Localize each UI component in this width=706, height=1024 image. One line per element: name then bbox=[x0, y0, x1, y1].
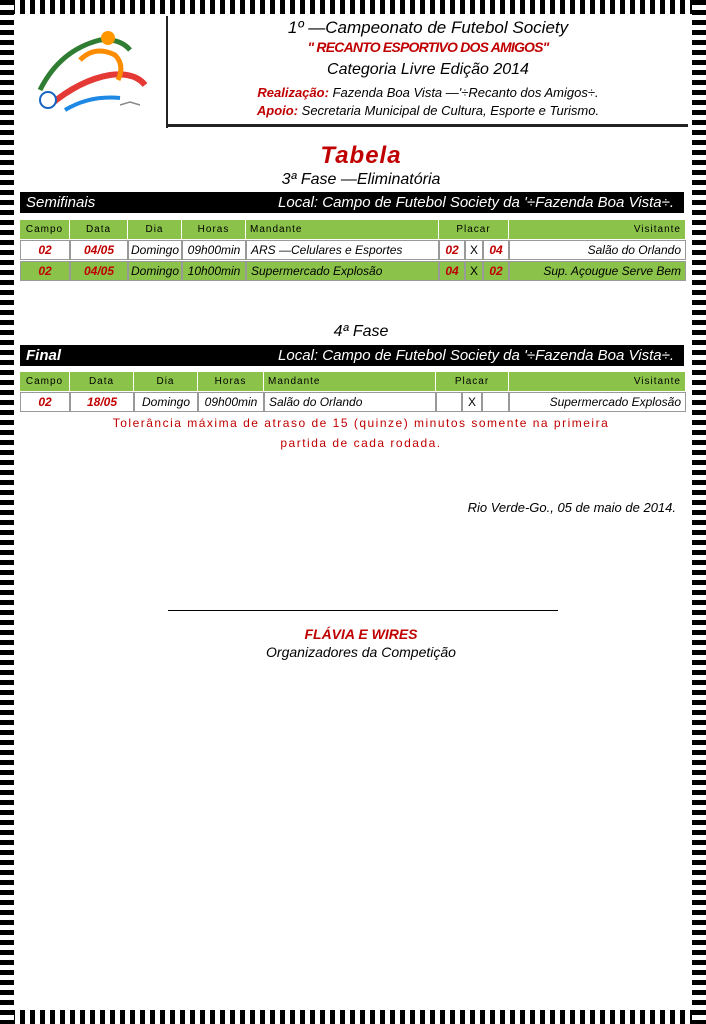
col-campo: Campo bbox=[20, 220, 70, 239]
phase3-stage: Semifinais bbox=[26, 194, 96, 211]
cell-data: 04/05 bbox=[70, 240, 128, 260]
cell-gols-mandante: 04 bbox=[439, 261, 465, 281]
col-horas: Horas bbox=[198, 372, 264, 391]
decorative-border-top bbox=[0, 0, 706, 14]
phase4-stage-bar bbox=[20, 345, 684, 366]
cell-horas: 10h00min bbox=[182, 261, 246, 281]
header-divider-horizontal bbox=[166, 124, 688, 127]
apoio-value: Secretaria Municipal de Cultura, Esporte e Turismo. bbox=[301, 103, 600, 118]
col-placar: Placar bbox=[439, 220, 509, 239]
cell-horas: 09h00min bbox=[198, 392, 264, 412]
cell-mandante: Supermercado Explosão bbox=[246, 261, 439, 281]
category-edition: Categoria Livre Edição 2014 bbox=[327, 61, 529, 78]
cell-dia: Domingo bbox=[128, 261, 182, 281]
phase4-title: 4ª Fase bbox=[333, 323, 389, 340]
phase3-column-header bbox=[20, 220, 686, 239]
cell-visitante: Sup. Açougue Serve Bem bbox=[509, 261, 686, 281]
signature-name: FLÁVIA E WIRES bbox=[304, 626, 418, 642]
cell-gols-visitante: 02 bbox=[483, 261, 509, 281]
date-place: Rio Verde-Go., 05 de maio de 2014. bbox=[467, 500, 676, 515]
col-dia: Dia bbox=[134, 372, 198, 391]
cell-horas: 09h00min bbox=[182, 240, 246, 260]
cell-campo: 02 bbox=[20, 392, 70, 412]
col-placar: Placar bbox=[436, 372, 509, 391]
tabela-title: Tabela bbox=[320, 142, 402, 169]
cell-x: X bbox=[462, 392, 482, 412]
col-data: Data bbox=[70, 220, 128, 239]
cell-data: 18/05 bbox=[70, 392, 134, 412]
decorative-border-left bbox=[0, 0, 14, 1024]
cell-gols-visitante: 04 bbox=[483, 240, 509, 260]
col-dia: Dia bbox=[128, 220, 182, 239]
col-mandante: Mandante bbox=[264, 372, 436, 391]
tolerance-note-line2: partida de cada rodada. bbox=[280, 436, 442, 450]
phase3-stage-bar bbox=[20, 192, 684, 213]
phase4-column-header bbox=[20, 372, 686, 391]
cell-data: 04/05 bbox=[70, 261, 128, 281]
cell-dia: Domingo bbox=[128, 240, 182, 260]
col-mandante: Mandante bbox=[246, 220, 439, 239]
championship-subtitle: " RECANTO ESPORTIVO DOS AMIGOS" bbox=[307, 39, 549, 55]
cell-campo: 02 bbox=[20, 261, 70, 281]
championship-title: 1º —Campeonato de Futebol Society bbox=[287, 18, 569, 37]
realizacao-value: Fazenda Boa Vista —'÷Recanto dos Amigos÷. bbox=[332, 85, 599, 100]
decorative-border-bottom bbox=[0, 1010, 706, 1024]
phase4-stage: Final bbox=[26, 347, 62, 364]
cell-campo: 02 bbox=[20, 240, 70, 260]
cell-visitante: Salão do Orlando bbox=[509, 240, 686, 260]
phase4-local: Local: Campo de Futebol Society da '÷Fazenda Boa Vista÷. bbox=[278, 347, 674, 364]
realizacao-label: Realização: bbox=[257, 85, 329, 100]
col-visitante: Visitante bbox=[509, 220, 686, 239]
page-content bbox=[16, 16, 690, 1008]
signature-role: Organizadores da Competição bbox=[266, 644, 456, 660]
cell-mandante: Salão do Orlando bbox=[264, 392, 436, 412]
col-visitante: Visitante bbox=[509, 372, 686, 391]
apoio-label: Apoio: bbox=[256, 103, 299, 118]
tolerance-note-line1: Tolerância máxima de atraso de 15 (quinze) minutos somente na primeira bbox=[112, 416, 610, 430]
document-header bbox=[16, 16, 690, 128]
cell-gols-mandante: 02 bbox=[439, 240, 465, 260]
cell-mandante: ARS —Celulares e Esportes bbox=[246, 240, 439, 260]
signature-line bbox=[168, 610, 558, 611]
apoio-line bbox=[168, 103, 688, 118]
soccer-player-icon bbox=[20, 20, 162, 120]
col-horas: Horas bbox=[182, 220, 246, 239]
realizacao-line bbox=[168, 85, 688, 100]
cell-gols-visitante bbox=[482, 392, 509, 412]
table-row bbox=[20, 240, 686, 260]
table-row bbox=[20, 392, 686, 412]
table-row bbox=[20, 261, 686, 281]
cell-gols-mandante bbox=[436, 392, 462, 412]
col-data: Data bbox=[70, 372, 134, 391]
cell-dia: Domingo bbox=[134, 392, 198, 412]
phase3-title: 3ª Fase —Eliminatória bbox=[281, 171, 441, 188]
col-campo: Campo bbox=[20, 372, 70, 391]
cell-x: X bbox=[465, 261, 483, 281]
phase3-local: Local: Campo de Futebol Society da '÷Fazenda Boa Vista÷. bbox=[278, 194, 674, 211]
cell-x: X bbox=[465, 240, 483, 260]
cell-visitante: Supermercado Explosão bbox=[509, 392, 686, 412]
